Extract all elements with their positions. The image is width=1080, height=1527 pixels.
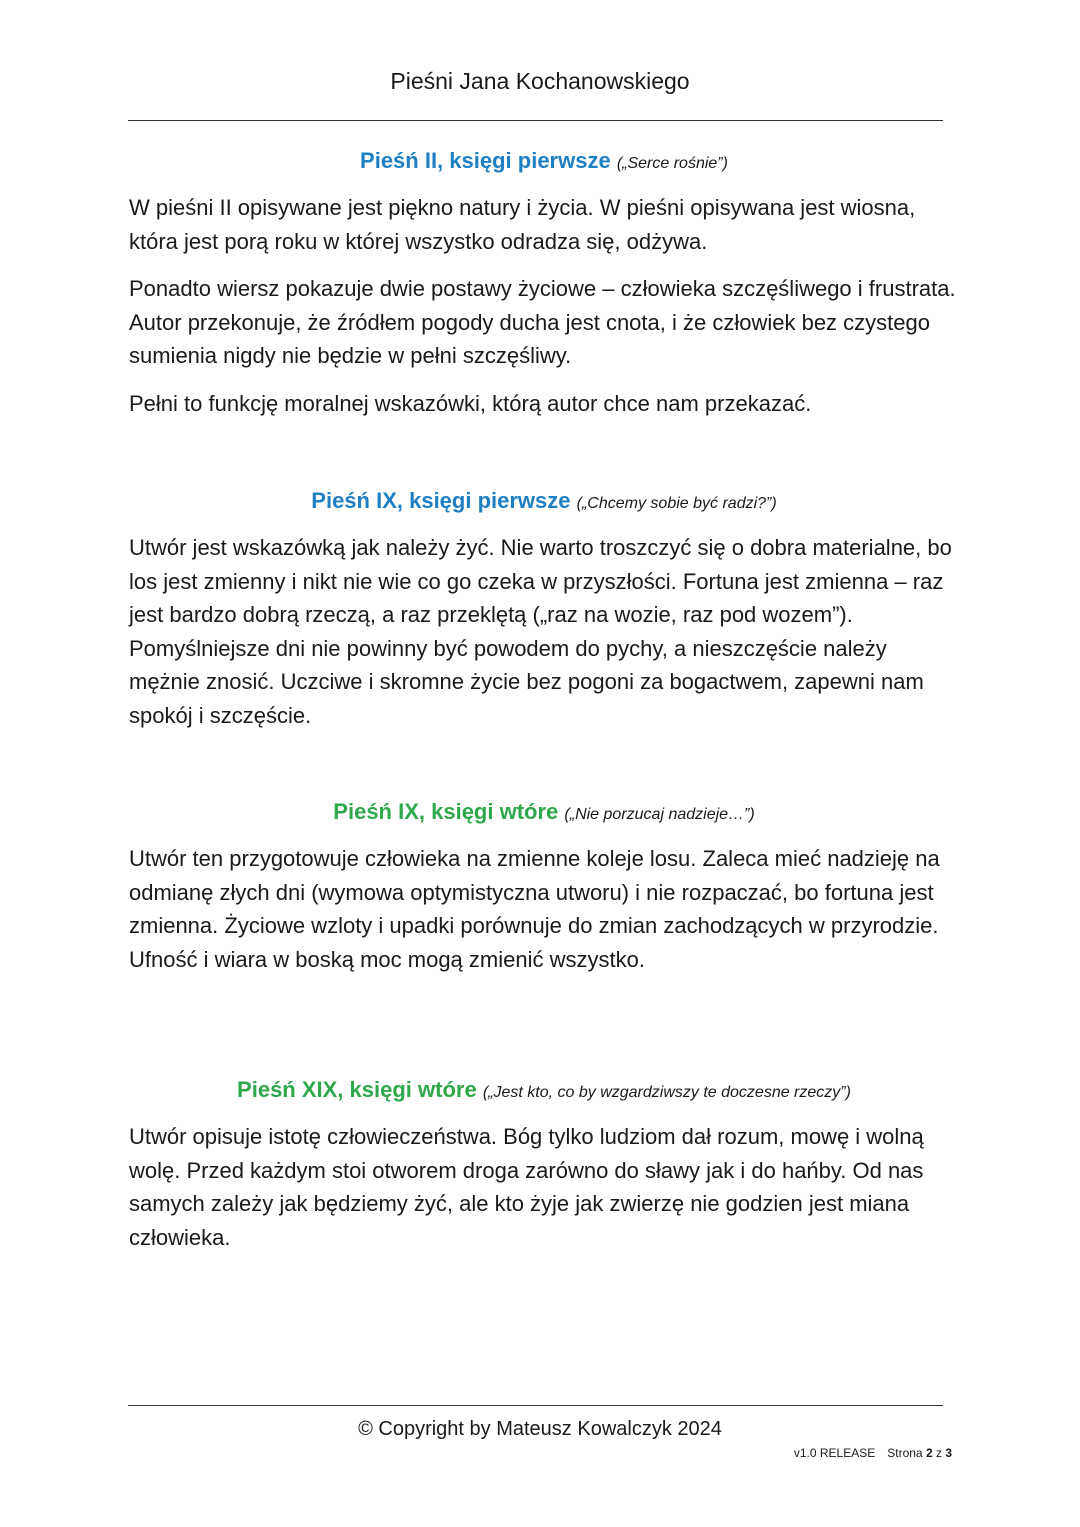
section-paragraph: Pełni to funkcję moralnej wskazówki, którą autor chce nam przekazać. [129, 390, 812, 416]
section-title: Pieśń IX, księgi pierwsze [311, 488, 571, 513]
page-current: 2 [925, 1446, 933, 1460]
page-separator: z [935, 1446, 942, 1460]
section-title: Pieśń II, księgi pierwsze [360, 148, 611, 173]
section-title: Pieśń IX, księgi wtóre [333, 799, 559, 824]
section-piesn-xix-wtore [129, 1077, 959, 1268]
page-label: Strona [887, 1446, 923, 1460]
section-paragraph: Utwór ten przygotowuje człowieka na zmienne koleje losu. Zaleca mieć nadzieję na odmianę złych dni (wymowa optymistyczna utworu) i nie rozpaczać, bo fortuna jest zmienna. Życiowe wzloty i upadki porównuje do zmian zachodzących w przyrodzie. Ufność i wiara w boską moc mogą zmienić wszystko. [129, 846, 940, 972]
section-subtitle: („Nie porzucaj nadzieje…”) [564, 806, 755, 823]
version-label: v1.0 RELEASE [793, 1446, 876, 1460]
page-header-title: Pieśni Jana Kochanowskiego [390, 68, 690, 94]
section-subtitle: („Serce rośnie”) [616, 155, 728, 172]
section-heading [129, 799, 959, 825]
page-total: 3 [945, 1446, 952, 1460]
section-paragraph: Ponadto wiersz pokazuje dwie postawy życiowe – człowieka szczęśliwego i frustrata. Autor przekonuje, że źródłem pogody ducha jest cnota, i że człowiek bez czystego sumienia nigdy nie będzie w pełni szczęśliwy. [129, 276, 956, 368]
section-heading [129, 1077, 959, 1103]
section-heading [129, 488, 959, 514]
section-heading [129, 148, 959, 174]
section-paragraph: Utwór jest wskazówką jak należy żyć. Nie warto troszczyć się o dobra materialne, bo los jest zmienny i nikt nie wie co go czeka w przyszłości. Fortuna jest zmienna – raz jest bardzo dobrą rzeczą, a raz przeklętą („raz na wozie, raz pod wozem”). Pomyślniejsze dni nie powinny być powodem do pychy, a nieszczęście należy mężnie znosić. Uczciwe i skromne życie bez pogoni za bogactwem, zapewni nam spokój i szczęście. [129, 535, 952, 728]
section-piesn-ii-pierwsze [129, 148, 959, 434]
footer-copyright: © Copyright by Mateusz Kowalczyk 2024 [358, 1418, 722, 1440]
section-piesn-ix-wtore [129, 799, 959, 990]
section-paragraph: W pieśni II opisywane jest piękno natury i życia. W pieśni opisywana jest wiosna, która jest porą roku w której wszystko odradza się, odżywa. [129, 195, 916, 254]
section-piesn-ix-pierwsze [129, 488, 959, 746]
section-title: Pieśń XIX, księgi wtóre [237, 1077, 477, 1102]
section-subtitle: („Jest kto, co by wzgardziwszy te doczesne rzeczy”) [482, 1084, 851, 1101]
section-paragraph: Utwór opisuje istotę człowieczeństwa. Bóg tylko ludziom dał rozum, mowę i wolną wolę. Przed każdym stoi otworem droga zarówno do sławy jak i do hańby. Od nas samych zależy jak będziemy żyć, ale kto żyje jak zwierzę nie godzien jest miana człowieka. [129, 1124, 924, 1250]
footer-meta [794, 1446, 952, 1460]
footer-divider [128, 1405, 943, 1406]
header-divider [128, 120, 943, 121]
section-subtitle: („Chcemy sobie być radzi?”) [576, 495, 777, 512]
